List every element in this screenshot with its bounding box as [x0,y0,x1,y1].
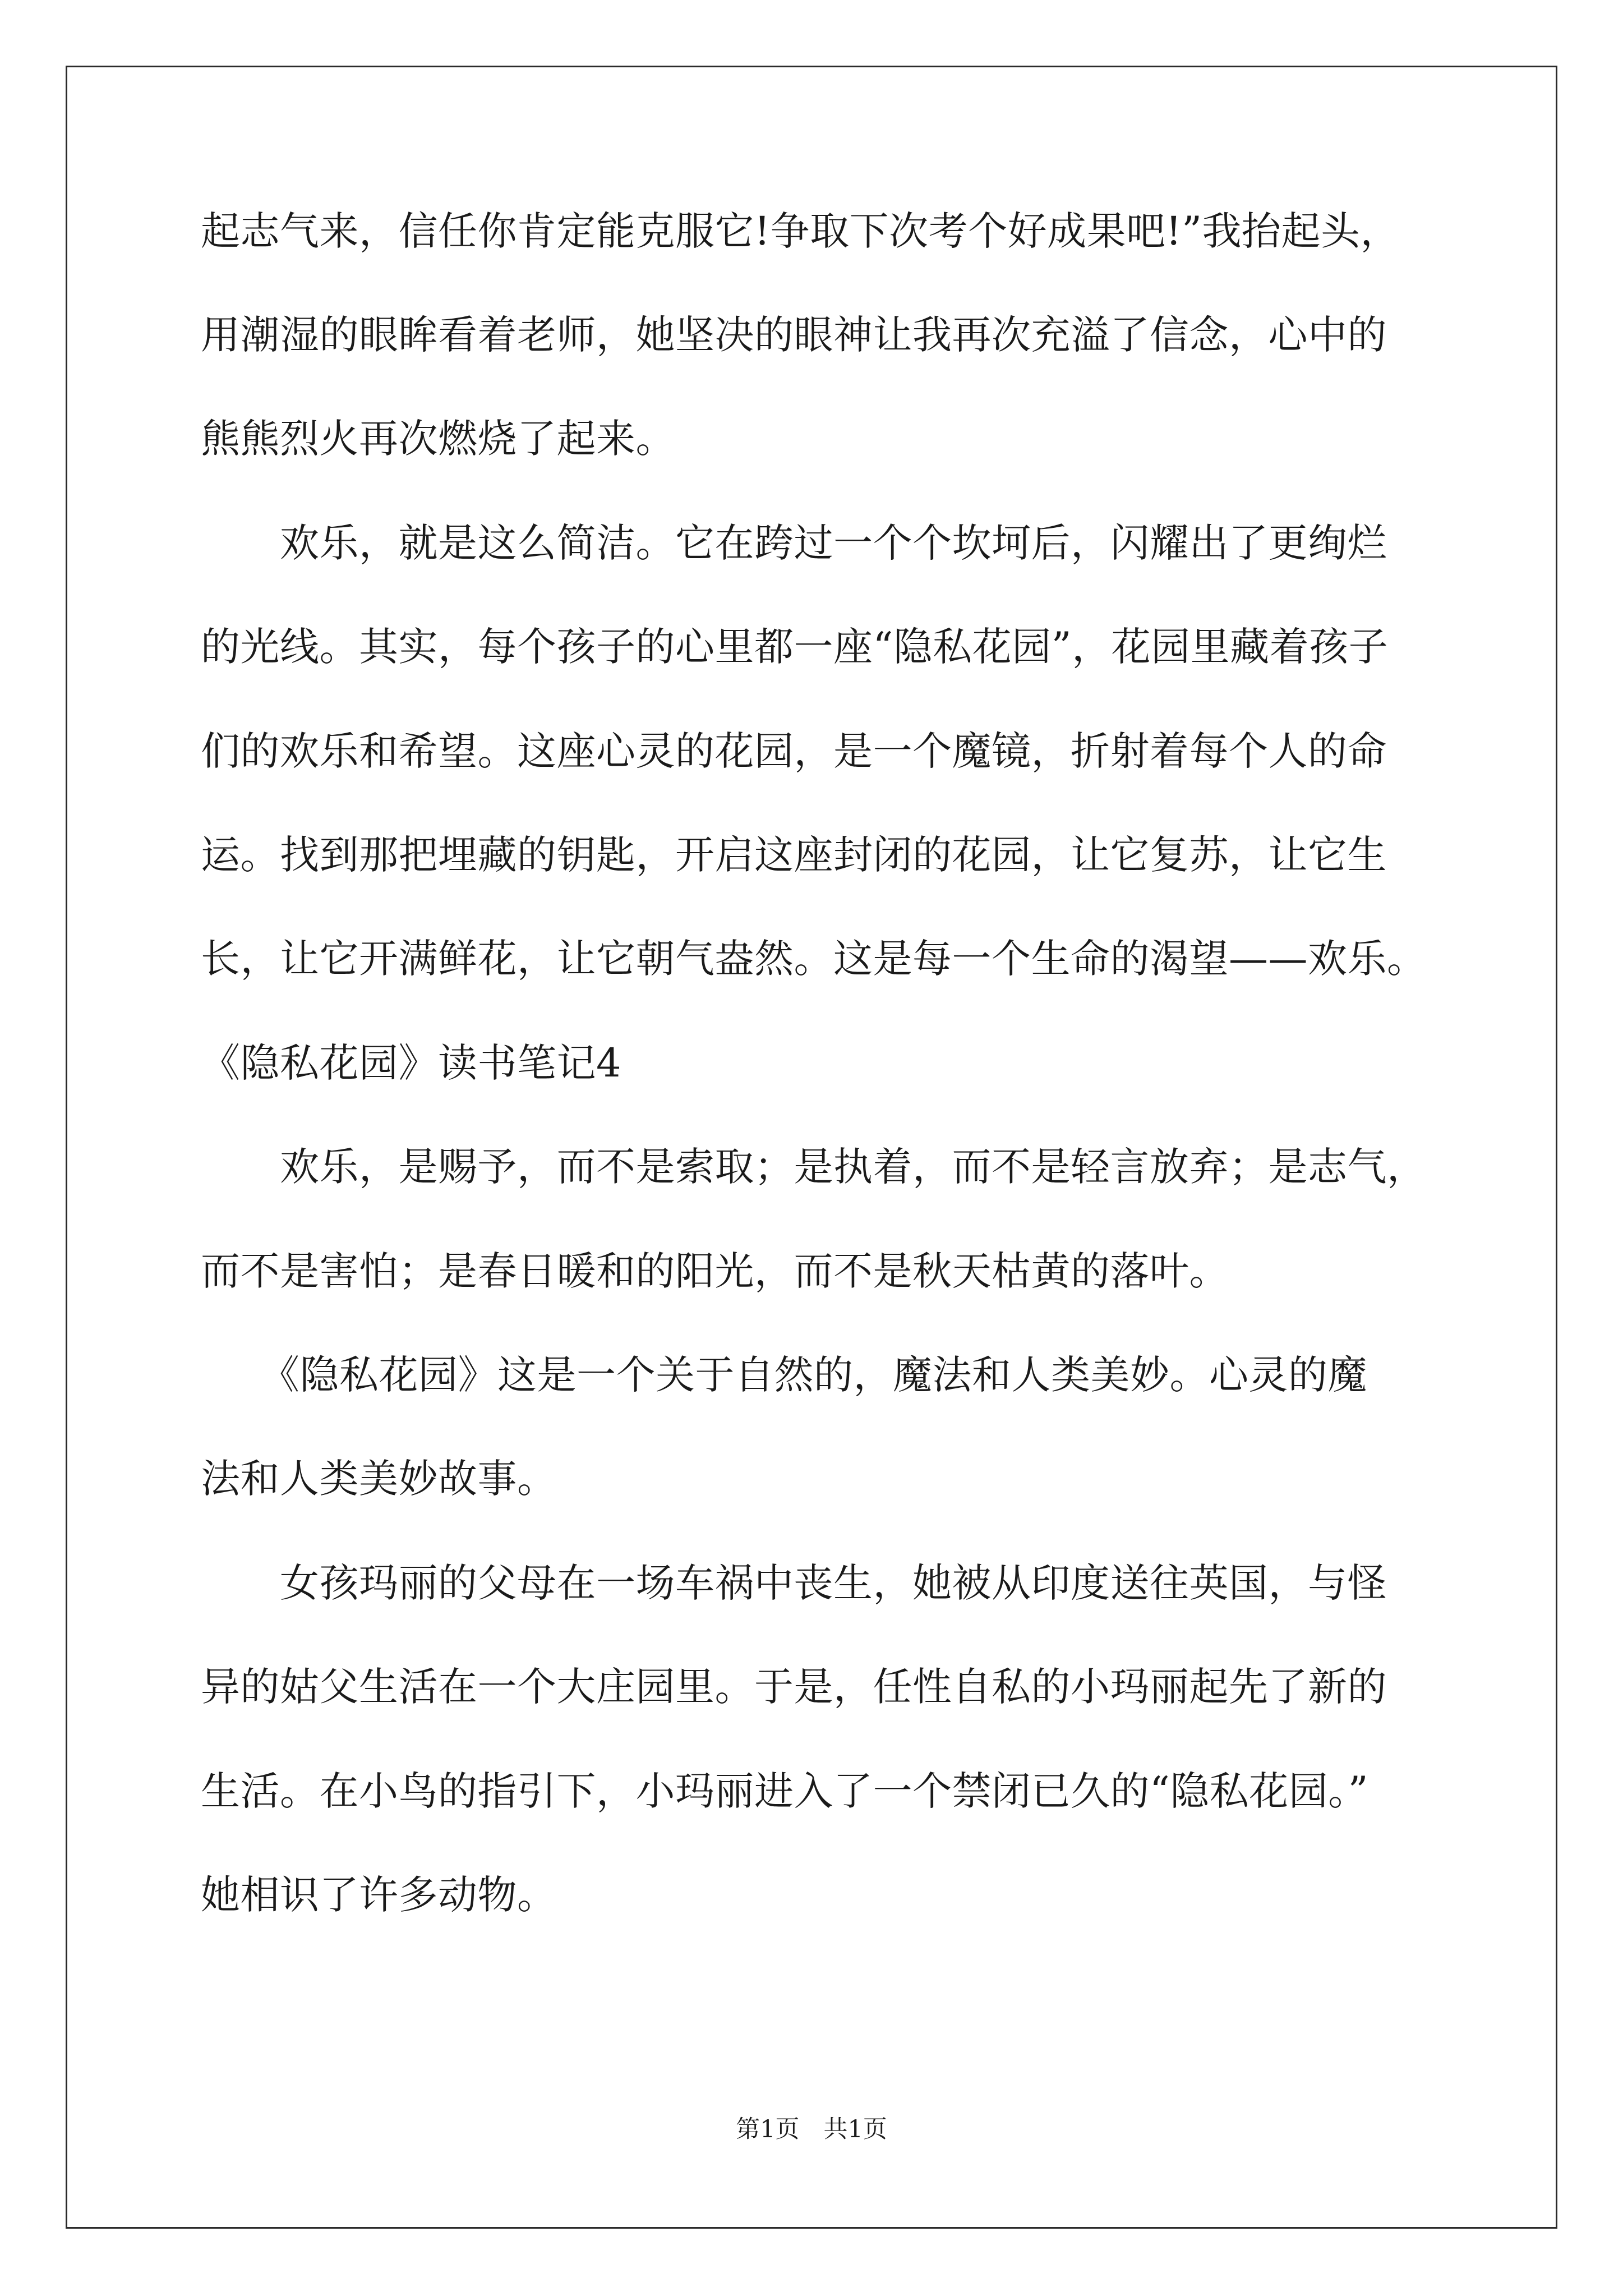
text-line: 女孩玛丽的父母在一场车祸中丧生，她被从印度送往英国，与怪 [201,1560,1387,1606]
text-line: 而不是害怕；是春日暖和的阳光，而不是秋天枯黄的落叶。 [201,1248,1229,1294]
text-line: 们的欢乐和希望。这座心灵的花园，是一个魔镜，折射着每个人的命 [201,728,1387,774]
text-line: 熊熊烈火再次燃烧了起来。 [201,416,675,462]
text-line: 起志气来，信任你肯定能克服它!争取下次考个好成果吧!”我抬起头， [201,208,1400,254]
text-line: 她相识了许多动物。 [201,1872,557,1918]
text-line: 欢乐，就是这么简洁。它在跨过一个个坎坷后，闪耀出了更绚烂 [201,520,1387,566]
page-number-footer: 第1页 共1页 [736,2115,887,2143]
text-line: 生活。在小鸟的指引下，小玛丽进入了一个禁闭已久的“隐私花园。” [201,1768,1369,1814]
text-line: 的光线。其实，每个孩子的心里都一座“隐私花园”，花园里藏着孩子 [201,624,1389,670]
text-line: 法和人类美妙故事。 [201,1456,557,1502]
text-line: 欢乐，是赐予，而不是索取；是执着，而不是轻言放弃；是志气， [201,1144,1427,1190]
section-heading: 《隐私花园》读书笔记4 [201,1040,622,1086]
text-line: 异的姑父生活在一个大庄园里。于是，任性自私的小玛丽起先了新的 [201,1664,1387,1710]
text-line: 运。找到那把埋藏的钥匙，开启这座封闭的花园，让它复苏，让它生 [201,832,1387,878]
text-line: 长，让它开满鲜花，让它朝气盎然。这是每一个生命的渴望——欢乐。 [201,936,1427,982]
text-line: 用潮湿的眼眸看着老师，她坚决的眼神让我再次充溢了信念，心中的 [201,312,1387,358]
text-line: 《隐私花园》这是一个关于自然的，魔法和人类美妙。心灵的魔 [201,1352,1367,1398]
